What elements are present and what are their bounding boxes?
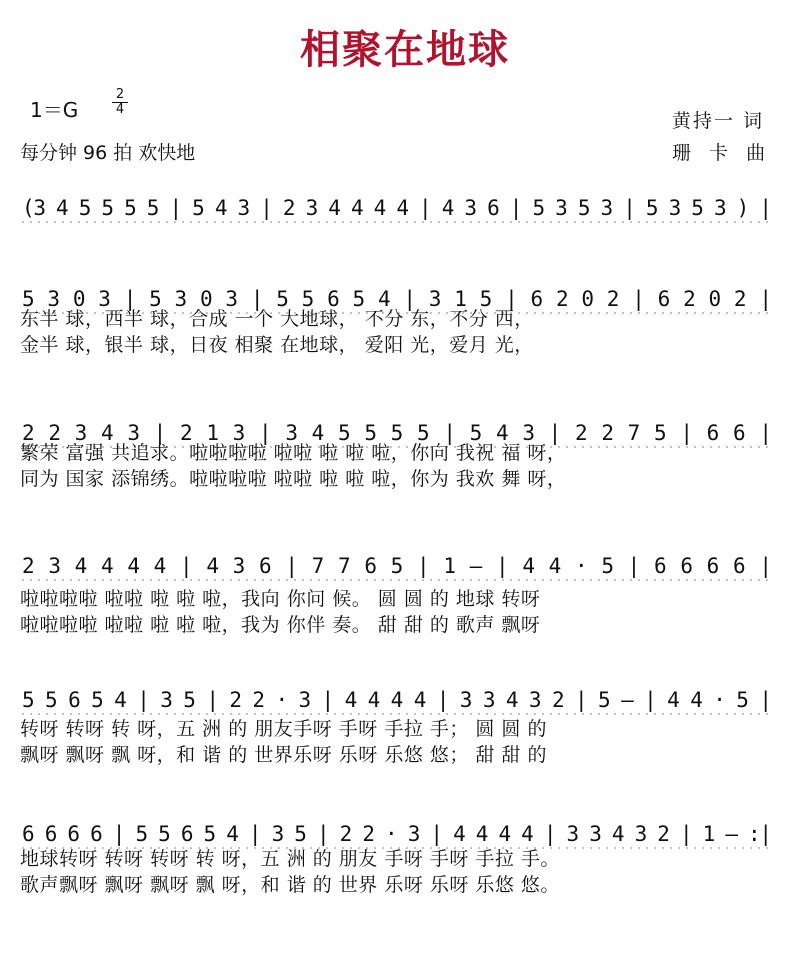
lyric-line-3-2: 同为 国家 添锦绣。啦啦啦啦 啦啦 啦 啦 啦，你为 我欢 舞 呀， bbox=[20, 468, 567, 490]
lyric-line-4-1: 啦啦啦啦 啦啦 啦 啦 啦，我向 你问 候。 圆 圆 的 地球 转呀 bbox=[20, 588, 541, 610]
time-signature-bottom: 4 bbox=[115, 102, 125, 117]
notation-row-2: 5 3 0 3 | 5 3 0 3 | 5 5 6 5 4 | 3 1 5 | 6 2 0 2 | 6 2 0 2 | bbox=[22, 287, 772, 311]
lyric-line-4-2: 啦啦啦啦 啦啦 啦 啦 啦，我为 你伴 奏。 甜 甜 的 歌声 飘呀 bbox=[20, 614, 541, 636]
time-signature-top: 2 bbox=[115, 87, 125, 102]
lyricist-credit: 黄持一 词 bbox=[672, 110, 765, 132]
notation-row-4: 2 3 4 4 4 4 | 4 3 6 | 7 7 6 5 | 1 — | 4 4 · 5 | 6 6 6 6 | bbox=[22, 554, 772, 578]
composer-credit: 珊 卡 曲 bbox=[672, 142, 772, 164]
lyric-line-5-2: 飘呀 飘呀 飘 呀，和 谐 的 世界乐呀 乐呀 乐悠 悠； 甜 甜 的 bbox=[20, 744, 547, 766]
notation-row-5: 5 5 6 5 4 | 3 5 | 2 2 · 3 | 4 4 4 4 | 3 3 4 3 2 | 5 — | 4 4 · 5 | bbox=[22, 688, 772, 712]
lyric-line-6-2: 歌声飘呀 飘呀 飘呀 飘 呀，和 谐 的 世界 乐呀 乐呀 乐悠 悠。 bbox=[20, 874, 560, 896]
notation-row-3: 2 2 3 4 3 | 2 1 3 | 3 4 5 5 5 5 | 5 4 3 | 2 2 7 5 | 6 6 | bbox=[22, 421, 772, 445]
notation-row-1: (3 4 5 5 5 5 | 5 4 3 | 2 3 4 4 4 4 | 4 3 6 | 5 3 5 3 | 5 3 5 3 ) | bbox=[22, 196, 772, 220]
key-signature: 1＝G bbox=[30, 98, 79, 122]
lyric-line-2-2: 金半 球，银半 球，日夜 相聚 在地球， 爱阳 光，爱月 光， bbox=[20, 334, 534, 356]
lyric-line-2-1: 东半 球，西半 球，合成 一个 大地球， 不分 东，不分 西， bbox=[20, 308, 534, 330]
notation-row-6: 6 6 6 6 | 5 5 6 5 4 | 3 5 | 2 2 · 3 | 4 4 4 4 | 3 3 4 3 2 | 1 — :| bbox=[22, 822, 772, 846]
lyric-line-6-1: 地球转呀 转呀 转呀 转 呀，五 洲 的 朋友 手呀 手呀 手拉 手。 bbox=[20, 848, 560, 870]
tempo-marking: 每分钟 96 拍 欢快地 bbox=[20, 142, 196, 164]
lyric-line-3-1: 繁荣 富强 共追求。啦啦啦啦 啦啦 啦 啦 啦，你向 我祝 福 呀， bbox=[20, 442, 567, 464]
song-title: 相聚在地球 bbox=[300, 27, 510, 73]
lyric-line-5-1: 转呀 转呀 转 呀，五 洲 的 朋友手呀 手呀 手拉 手； 圆 圆 的 bbox=[20, 718, 547, 740]
